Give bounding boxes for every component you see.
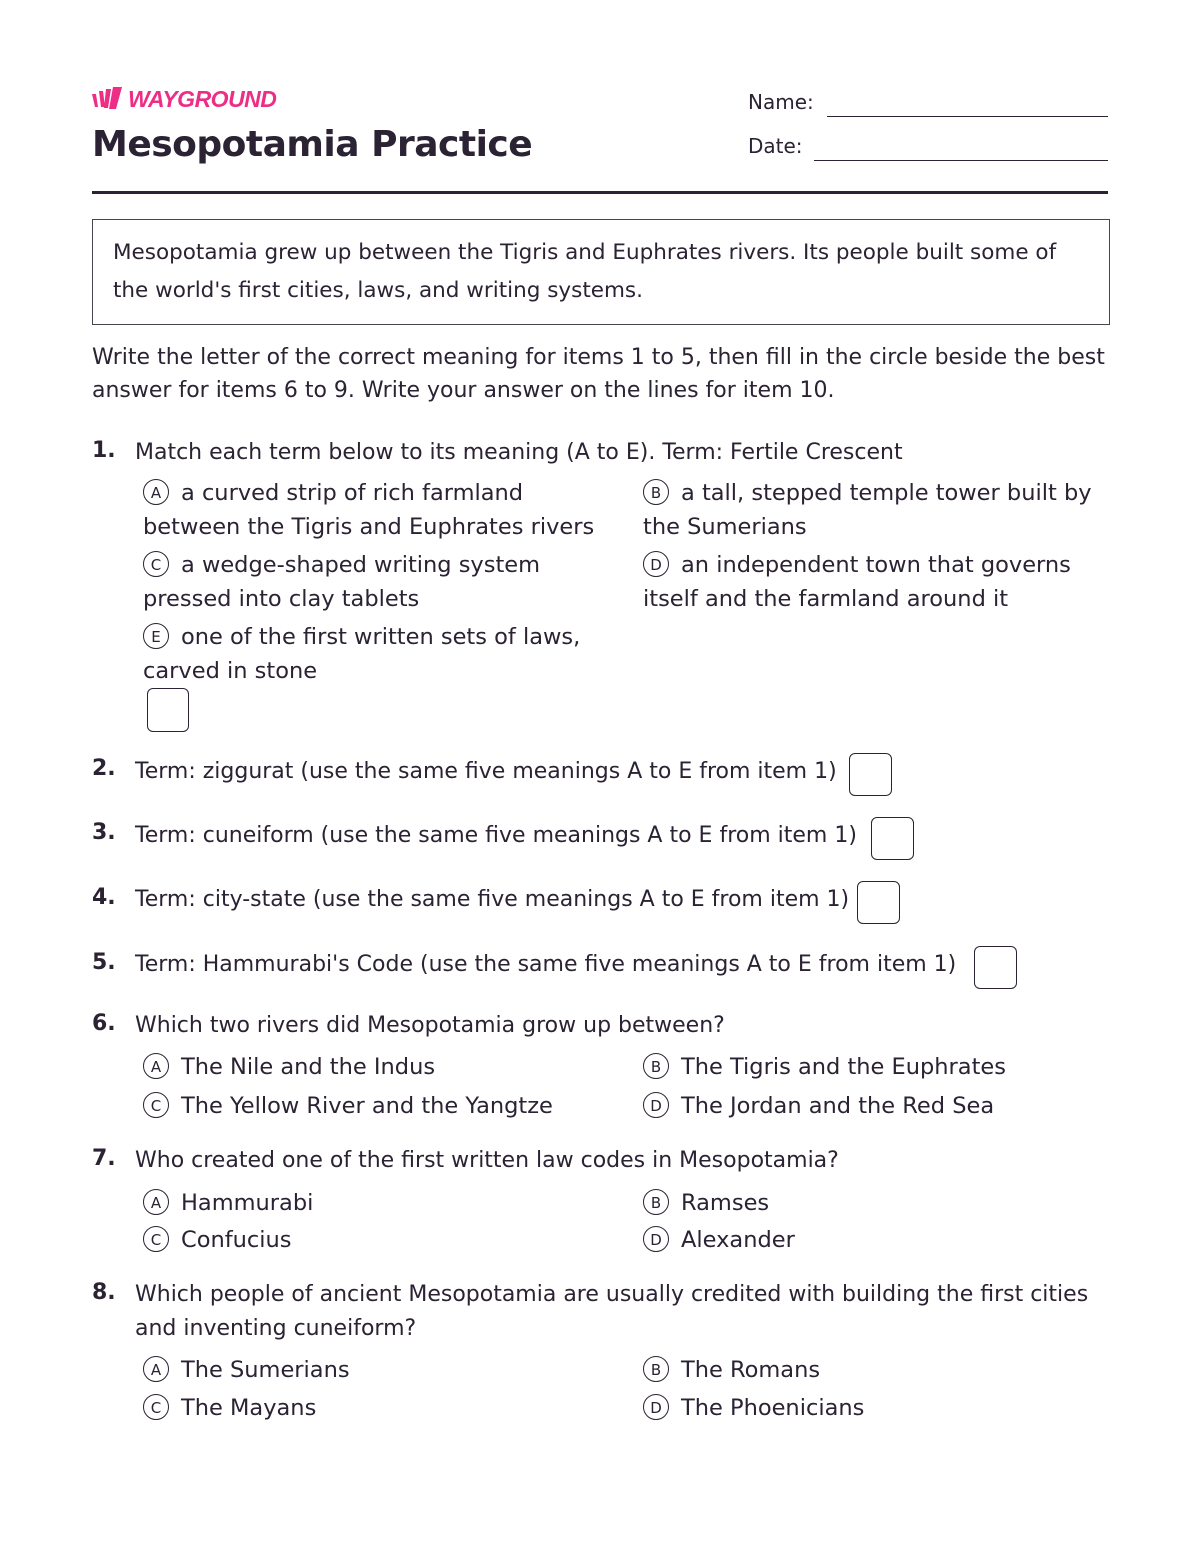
option-e[interactable] [143,620,593,688]
question-number: 5. [92,950,116,975]
option-text: The Yellow River and the Yangtze [181,1093,553,1119]
option-a[interactable] [143,1353,613,1387]
option-c[interactable] [143,1223,613,1257]
question-text: Term: cuneiform (use the same five meanings A to E from item 1) [135,823,857,848]
answer-bubble-b[interactable]: B [643,1356,669,1382]
question-number: 7. [92,1146,116,1171]
brand-name: WAYGROUND [128,86,277,112]
option-text: a wedge-shaped writing system pressed into clay tablets [143,552,541,612]
question-text: Term: Hammurabi's Code (use the same five meanings A to E from item 1) [135,952,957,977]
option-d[interactable] [643,1391,1113,1425]
answer-bubble-d[interactable]: D [643,551,669,577]
answer-box-5[interactable] [974,946,1017,989]
answer-box-2[interactable] [849,753,892,796]
answer-box-3[interactable] [871,817,914,860]
option-d[interactable] [643,548,1083,616]
option-text: Alexander [681,1227,795,1253]
answer-bubble-b[interactable]: B [643,479,669,505]
option-a[interactable] [143,476,603,544]
option-text: The Mayans [181,1395,317,1421]
option-a[interactable] [143,1050,613,1084]
option-b[interactable] [643,1186,1113,1220]
option-b[interactable] [643,476,1103,544]
date-field[interactable] [814,160,1108,161]
option-text: a tall, stepped temple tower built by the Sumerians [643,480,1092,540]
option-d[interactable] [643,1089,1113,1123]
answer-bubble-c[interactable]: C [143,1092,169,1118]
question-text: Match each term below to its meaning (A to E). Term: Fertile Crescent [135,440,903,465]
name-label: Name: [748,90,814,114]
answer-bubble-d[interactable]: D [643,1394,669,1420]
answer-bubble-b[interactable]: B [643,1053,669,1079]
question-number: 6. [92,1011,116,1036]
option-text: one of the first written sets of laws, carved in stone [143,624,581,684]
option-b[interactable] [643,1050,1113,1084]
option-text: The Sumerians [181,1357,350,1383]
option-c[interactable] [143,1391,613,1425]
option-text: The Jordan and the Red Sea [681,1093,995,1119]
question-text: Term: city-state (use the same five meanings A to E from item 1) [135,887,850,912]
page-title: Mesopotamia Practice [92,124,533,165]
question-number: 2. [92,756,116,781]
question-number: 1. [92,438,116,463]
answer-bubble-c[interactable]: C [143,1394,169,1420]
answer-bubble-d[interactable]: D [643,1226,669,1252]
header-divider [92,191,1108,194]
option-text: The Tigris and the Euphrates [681,1054,1006,1080]
answer-bubble-c[interactable]: C [143,1226,169,1252]
question-text: Which two rivers did Mesopotamia grow up between? [135,1013,725,1038]
option-text: Ramses [681,1190,770,1216]
reading-passage: Mesopotamia grew up between the Tigris and Euphrates rivers. Its people built some of the world's first cities, laws, and writing systems. [92,219,1110,325]
wayground-logo-icon [92,87,124,111]
instructions: Write the letter of the correct meaning for items 1 to 5, then fill in the circle beside the best answer for items 6 to 9. Write your answer on the lines for item 10. [92,345,1105,403]
answer-bubble-c[interactable]: C [143,551,169,577]
answer-bubble-a[interactable]: A [143,1189,169,1215]
answer-bubble-a[interactable]: A [143,1356,169,1382]
question-text: Term: ziggurat (use the same five meanings A to E from item 1) [135,759,837,784]
option-text: The Romans [681,1357,821,1383]
option-text: an independent town that governs itself and the farmland around it [643,552,1071,612]
answer-bubble-b[interactable]: B [643,1189,669,1215]
option-d[interactable] [643,1223,1113,1257]
brand-logo [92,87,276,111]
question-text: Who created one of the first written law codes in Mesopotamia? [135,1148,839,1173]
answer-bubble-d[interactable]: D [643,1092,669,1118]
option-text: Hammurabi [181,1190,314,1216]
option-c[interactable] [143,548,583,616]
date-label: Date: [748,134,803,158]
answer-bubble-a[interactable]: A [143,1053,169,1079]
option-text: a curved strip of rich farmland between the Tigris and Euphrates rivers [143,480,595,540]
answer-box-4[interactable] [857,881,900,924]
option-text: The Phoenicians [681,1395,865,1421]
question-number: 8. [92,1280,116,1305]
question-number: 4. [92,885,116,910]
option-c[interactable] [143,1089,613,1123]
question-number: 3. [92,820,116,845]
answer-bubble-a[interactable]: A [143,479,169,505]
answer-box-1[interactable] [147,688,189,732]
option-text: Confucius [181,1227,292,1253]
question-text: Which people of ancient Mesopotamia are usually credited with building the first cities and inventing cuneiform? [135,1282,1089,1341]
answer-bubble-e[interactable]: E [143,623,169,649]
option-a[interactable] [143,1186,613,1220]
option-text: The Nile and the Indus [181,1054,436,1080]
option-b[interactable] [643,1353,1113,1387]
name-field[interactable] [827,116,1108,117]
